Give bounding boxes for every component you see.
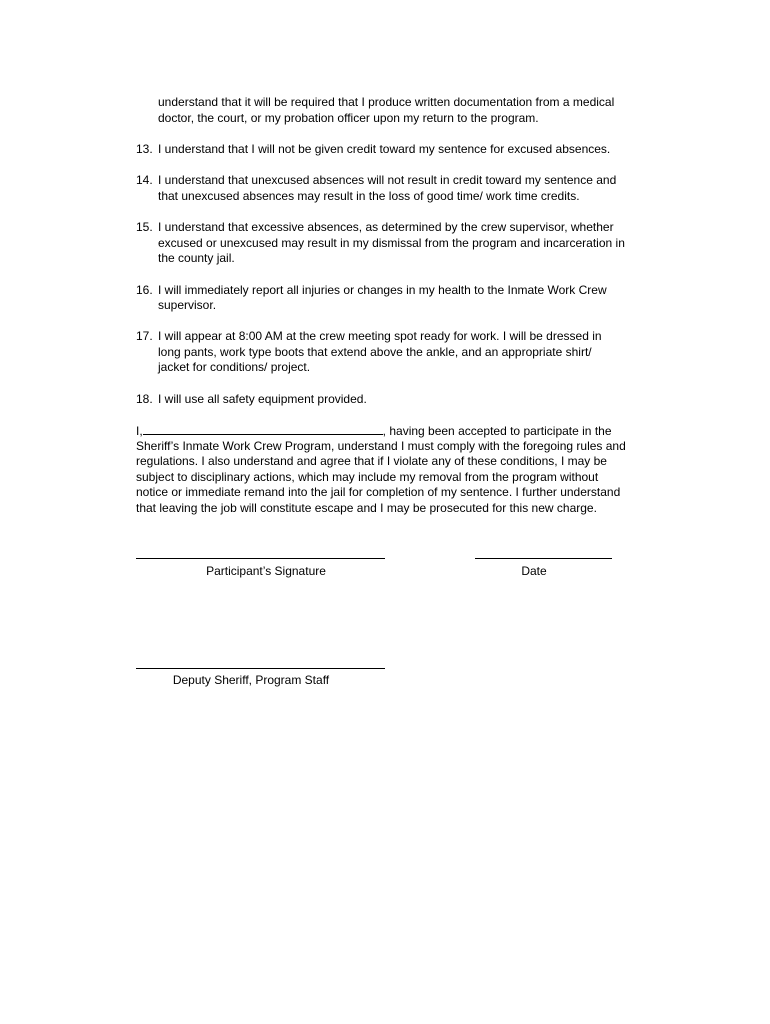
item-12-line-2: doctor, the court, or my probation officer upon my return to the program. (158, 111, 539, 125)
item-14-number: 14. (136, 173, 153, 187)
item-14-line-2: that unexcused absences may result in the loss of good time/ work time credits. (158, 189, 580, 203)
statement-line-2: Sheriff’s Inmate Work Crew Program, understand I must comply with the foregoing rules and (136, 439, 626, 453)
item-14-line-1: I understand that unexcused absences will not result in credit toward my sentence and (158, 173, 617, 187)
statement-line-4: subject to disciplinary actions, which may include my removal from the program without (136, 470, 599, 484)
item-16-number: 16. (136, 283, 153, 297)
participant-signature-line[interactable] (136, 558, 385, 559)
date-label: Date (521, 564, 547, 578)
item-15-line-3: the county jail. (158, 251, 235, 265)
item-13-number: 13. (136, 142, 153, 156)
item-18-number: 18. (136, 392, 153, 406)
item-17-number: 17. (136, 329, 153, 343)
item-15-number: 15. (136, 220, 153, 234)
item-17-line-1: I will appear at 8:00 AM at the crew meeting spot ready for work. I will be dressed in (158, 329, 602, 343)
participant-name-blank[interactable] (143, 423, 383, 435)
item-17-line-2: long pants, work type boots that extend above the ankle, and an appropriate shirt/ (158, 345, 592, 359)
item-17-line-3: jacket for conditions/ project. (158, 360, 311, 374)
deputy-signature-label: Deputy Sheriff, Program Staff (172, 673, 330, 687)
item-15-line-1: I understand that excessive absences, as determined by the crew supervisor, whether (158, 220, 614, 234)
item-13-line-1: I understand that I will not be given credit toward my sentence for excused absences. (158, 142, 611, 156)
participant-signature-label: Participant’s Signature (206, 564, 326, 578)
date-line[interactable] (475, 558, 612, 559)
statement-prefix: I, (136, 424, 143, 438)
item-18-line-1: I will use all safety equipment provided. (158, 392, 367, 406)
statement-first-line (136, 423, 612, 438)
statement-line-5: notice or immediate remand into the jail for completion of my sentence. I further understand (136, 485, 621, 499)
item-16-line-2: supervisor. (158, 298, 217, 312)
statement-line-6: that leaving the job will constitute escape and I may be prosecuted for this new charge. (136, 501, 597, 515)
item-16-line-1: I will immediately report all injuries or changes in my health to the Inmate Work Crew (158, 283, 607, 297)
deputy-signature-line[interactable] (136, 668, 385, 669)
statement-after-blank: , having been accepted to participate in the (382, 424, 612, 438)
statement-line-3: regulations. I also understand and agree that if I violate any of these conditions, I may be (136, 454, 607, 468)
item-15-line-2: excused or unexcused may result in my dismissal from the program and incarceration in (158, 236, 625, 250)
item-12-line-1: understand that it will be required that I produce written documentation from a medical (158, 95, 615, 109)
